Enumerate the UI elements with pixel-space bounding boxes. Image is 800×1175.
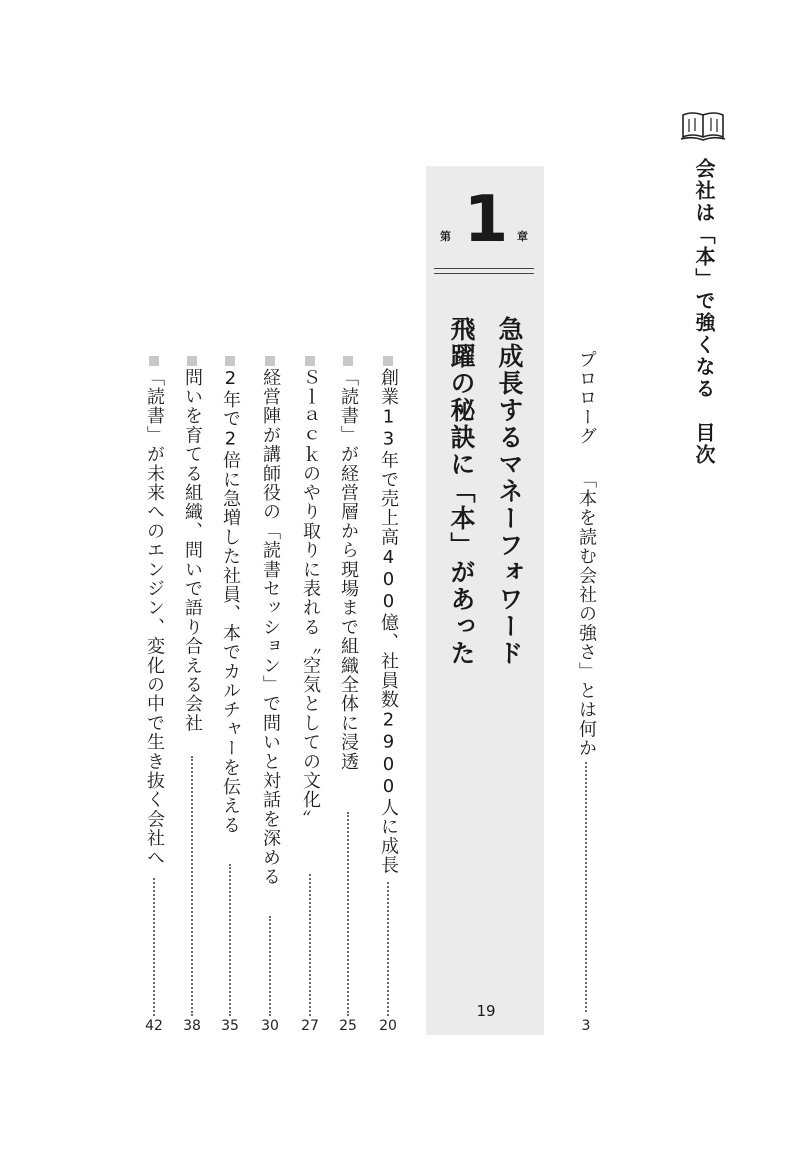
leader-dots — [347, 812, 349, 1016]
bullet-square-icon — [305, 356, 315, 366]
chapter-prefix: 第 — [440, 230, 451, 243]
section-title: 経営陣が講師役の「読書セッション」で問いと対話を深める — [260, 368, 281, 887]
section-entry-1[interactable] — [374, 368, 402, 875]
prologue-entry[interactable] — [572, 350, 600, 446]
section-page-number: 42 — [145, 1018, 163, 1034]
chapter-rule — [434, 273, 534, 274]
chapter-title-line2[interactable]: 飛躍の秘訣に「本」があった — [447, 316, 476, 667]
bullet-square-icon — [149, 356, 159, 366]
section-entry-5[interactable] — [216, 368, 244, 835]
chapter-number: 1 — [463, 183, 509, 257]
chapter-rule — [434, 268, 534, 269]
book-title: 会社は「本」で強くなる 目次 — [692, 158, 716, 466]
leader-dots — [191, 756, 193, 1016]
section-title: 「読書」が未来へのエンジン、変化の中で生き抜く会社へ — [144, 368, 165, 868]
chapter-title-line1[interactable]: 急成長するマネーフォワード — [495, 316, 524, 667]
leader-dots — [585, 762, 587, 1012]
leader-dots — [229, 864, 231, 1016]
section-entry-7[interactable] — [140, 368, 168, 867]
bullet-square-icon — [225, 356, 235, 366]
section-entry-2[interactable] — [334, 368, 362, 771]
section-page-number: 25 — [339, 1018, 357, 1034]
section-title: 創業13年で売上高400億、社員数2900人に成長 — [378, 368, 399, 875]
section-title: 問いを育てる組織、問いで語り合える会社 — [182, 368, 203, 733]
section-page-number: 30 — [261, 1018, 279, 1034]
open-book-icon — [680, 110, 726, 144]
section-page-number: 38 — [183, 1018, 201, 1034]
section-page-number: 35 — [221, 1018, 239, 1034]
chapter-page-number: 19 — [476, 1002, 496, 1020]
section-title: Ｓｌａｃｋのやり取りに表れる〝空気としての文化〟 — [300, 368, 321, 829]
prologue-page-number: 3 — [581, 1018, 591, 1034]
bullet-square-icon — [343, 356, 353, 366]
prologue-title: 「本を読む会社の強さ」とは何か — [576, 470, 597, 758]
chapter-suffix: 章 — [517, 230, 528, 243]
section-title: 2年で2倍に急増した社員、本でカルチャーを伝える — [220, 368, 241, 835]
section-entry-3[interactable] — [296, 368, 324, 829]
section-entry-6[interactable] — [178, 368, 206, 733]
bullet-square-icon — [383, 356, 393, 366]
leader-dots — [387, 882, 389, 1016]
prologue-title-entry[interactable] — [572, 470, 600, 758]
section-entry-4[interactable] — [256, 368, 284, 886]
leader-dots — [309, 874, 311, 1016]
bullet-square-icon — [265, 356, 275, 366]
section-title: 「読書」が経営層から現場まで組織全体に浸透 — [338, 368, 359, 772]
leader-dots — [153, 878, 155, 1016]
prologue-label: プロローグ — [576, 350, 597, 446]
leader-dots — [269, 916, 271, 1016]
bullet-square-icon — [187, 356, 197, 366]
section-page-number: 20 — [379, 1018, 397, 1034]
section-page-number: 27 — [301, 1018, 319, 1034]
